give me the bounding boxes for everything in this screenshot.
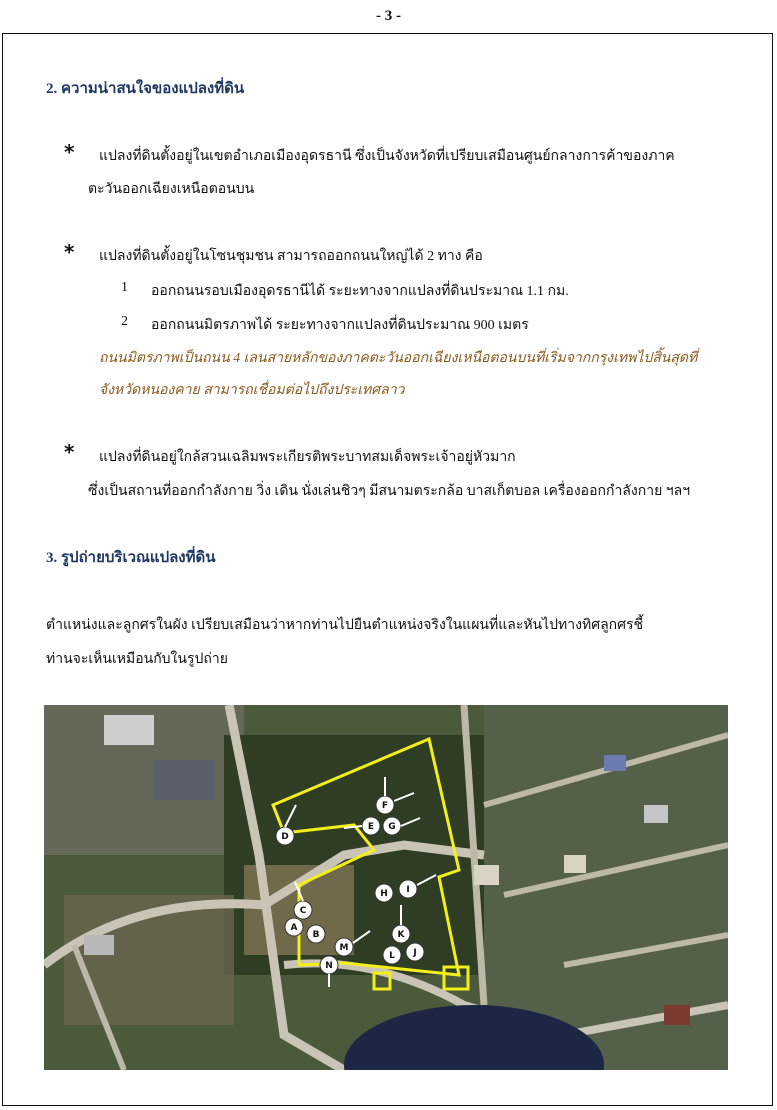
section-3-desc-line-2: ท่านจะเห็นเหมือนกับในรูปถ่าย [46, 652, 228, 667]
map-marker-f [376, 796, 394, 814]
svg-text:K: K [397, 930, 405, 940]
map-marker-b [307, 925, 325, 943]
svg-text:F: F [381, 801, 389, 811]
highlight-line-1: ถนนมิตรภาพเป็นถนน 4 เลนสายหลักของภาคตะวันออกเฉียงเหนือตอนบนที่เริ่มจากกรุงเทพไปสิ้นสุดที่ [99, 351, 698, 366]
map-marker-j [406, 943, 424, 961]
route-1-text: ออกถนนรอบเมืองอุดรธานีได้ ระยะทางจากแปลงที่ดินประมาณ 1.1 กม. [151, 284, 569, 299]
bullet-2-line-1: แปลงที่ดินตั้งอยู่ในโซนชุมชน สามารถออกถนนใหญ่ได้ 2 ทาง คือ [99, 249, 483, 264]
bullet-2-symbol: * [64, 240, 75, 264]
section-3-desc-line-1: ตำแหน่งและลูกศรในผัง เปรียบเสมือนว่าหากท่านไปยืนตำแหน่งจริงในแผนที่และหันไปทางทิศลูกศรชี้ [46, 618, 644, 633]
bullet-1-symbol: * [64, 140, 75, 164]
section-2-heading: 2. ความน่าสนใจของแปลงที่ดิน [46, 81, 245, 97]
map-marker-l [383, 946, 401, 964]
svg-text:N: N [325, 961, 333, 971]
map-marker-k [392, 925, 410, 943]
bullet-3-line-2: ซึ่งเป็นสถานที่ออกกำลังกาย วิ่ง เดิน นั่งเล่นชิวๆ มีสนามตระกล้อ บาสเก็ตบอล เครื่องออกกำลังกาย ฯลฯ [88, 484, 691, 499]
svg-text:B: B [312, 930, 320, 940]
highlight-line-2: จังหวัดหนองคาย สามารถเชื่อมต่อไปถึงประเทศลาว [99, 383, 405, 398]
route-2-number: 2 [121, 314, 128, 329]
bullet-3-symbol: * [64, 440, 75, 464]
map-marker-i [399, 880, 417, 898]
svg-text:C: C [299, 906, 307, 916]
route-2-text: ออกถนนมิตรภาพได้ ระยะทางจากแปลงที่ดินประมาณ 900 เมตร [151, 318, 529, 333]
route-1-number: 1 [121, 280, 128, 295]
svg-text:A: A [290, 923, 298, 933]
svg-text:M: M [339, 943, 349, 953]
section-3-heading: 3. รูปถ่ายบริเวณแปลงที่ดิน [46, 550, 216, 566]
map-marker-m [335, 938, 353, 956]
bullet-1-line-1: แปลงที่ดินตั้งอยู่ในเขตอำเภอเมืองอุดรธานี ซึ่งเป็นจังหวัดที่เปรียบเสมือนศูนย์กลางการค้าของภาค [99, 149, 675, 164]
svg-text:G: G [388, 822, 396, 832]
map-marker-c [294, 901, 312, 919]
svg-text:I: I [406, 885, 410, 895]
map-marker-h [375, 884, 393, 902]
bullet-3-line-1: แปลงที่ดินอยู่ใกล้สวนเฉลิมพระเกียรติพระบาทสมเด็จพระเจ้าอยู่หัวมาก [99, 450, 516, 465]
map-marker-e [362, 817, 380, 835]
map-marker-n [320, 956, 338, 974]
svg-text:E: E [367, 822, 375, 832]
aerial-map-photo [44, 705, 728, 1070]
map-marker-d [276, 827, 294, 845]
page-number: - 3 - [376, 8, 401, 24]
map-marker-a [285, 918, 303, 936]
svg-text:L: L [389, 951, 395, 961]
map-marker-g [383, 817, 401, 835]
svg-text:H: H [380, 889, 388, 899]
svg-text:J: J [413, 948, 417, 958]
bullet-1-line-2: ตะวันออกเฉียงเหนือตอนบน [88, 182, 255, 197]
svg-text:D: D [281, 832, 289, 842]
